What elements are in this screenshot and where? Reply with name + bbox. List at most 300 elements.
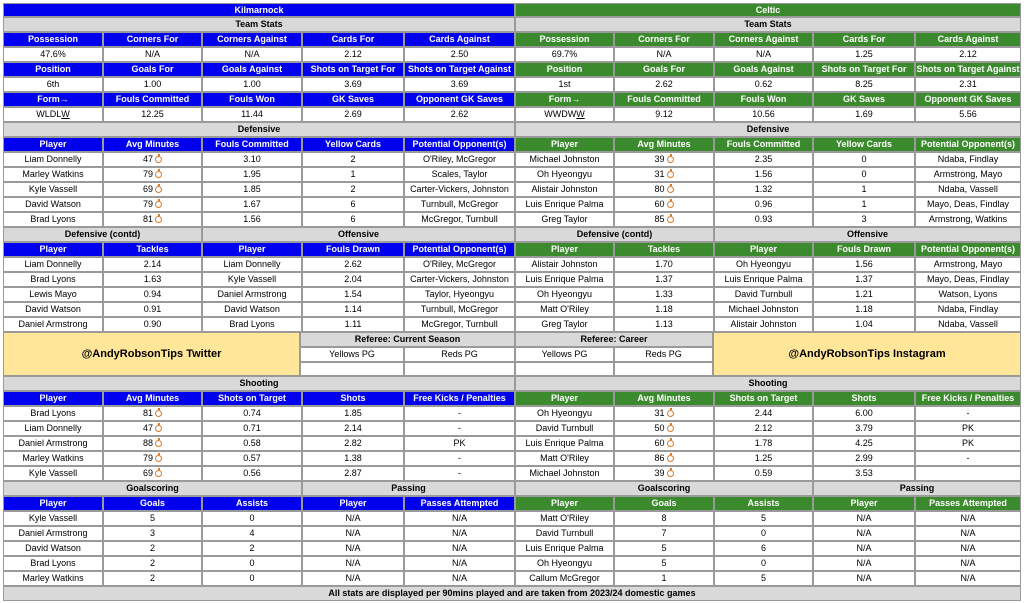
cel-team-header-2-col3-text: Shots on Target For bbox=[821, 64, 907, 74]
kil-defensive-row1-col3 bbox=[302, 167, 404, 182]
cel-shooting-title-text: Shooting bbox=[748, 378, 788, 388]
cel-team-header-1-col2-text: Corners Against bbox=[728, 34, 799, 44]
cel-offensive-row1-col2-text: Mayo, Deas, Findlay bbox=[926, 274, 1010, 284]
cel-shooting-row0-col1-text: 31 bbox=[654, 408, 665, 418]
cel-shooting-row3-col4-text: - bbox=[966, 453, 970, 463]
footer-note-text: All stats are displayed per 90mins played and are taken from 2023/24 domestic games bbox=[328, 588, 696, 598]
cel-form bbox=[515, 107, 614, 122]
kil-def-contd-title-text: Defensive (contd) bbox=[64, 229, 141, 239]
cel-team-value-3-col3-text: 1.69 bbox=[855, 109, 873, 119]
cel-team-header-3-col4-text: Opponent GK Saves bbox=[924, 94, 1012, 104]
cel-defensive-header-col1 bbox=[614, 137, 714, 152]
kil-offensive-row0-col0 bbox=[202, 257, 302, 272]
kil-passing-row2-col0 bbox=[302, 541, 404, 556]
kil-defensive-row3-col0-text: David Watson bbox=[25, 199, 81, 209]
cel-offensive-row0-col2-text: Armstrong, Mayo bbox=[933, 259, 1003, 269]
cel-shooting-row0-col3-text: 6.00 bbox=[855, 408, 873, 418]
cel-def-contd-row3-col0-text: Matt O'Riley bbox=[540, 304, 589, 314]
stopwatch-icon bbox=[667, 156, 674, 163]
cel-team-value-3-col2 bbox=[714, 107, 813, 122]
kil-defensive-row4-col3 bbox=[302, 212, 404, 227]
kil-shooting-row4-col3-text: 2.87 bbox=[344, 468, 362, 478]
cel-goalscoring-row2-col1 bbox=[614, 541, 714, 556]
cel-offensive-row1-col1-text: 1.37 bbox=[855, 274, 873, 284]
kil-shooting-row1-col1-text: 47 bbox=[142, 423, 153, 433]
cel-def-contd-header-col0 bbox=[515, 242, 614, 257]
kil-team-name-text: Kilmarnock bbox=[234, 4, 284, 15]
cel-passing-title bbox=[813, 481, 1021, 496]
cel-shooting-row3-col2-text: 1.25 bbox=[754, 453, 773, 463]
cel-defensive-row3-col0-text: Luis Enrique Palma bbox=[525, 199, 604, 209]
kil-defensive-row2-col2-text: 1.85 bbox=[243, 184, 261, 194]
kil-team-header-3-col3-text: GK Saves bbox=[331, 94, 375, 104]
cel-team-value-1-col4-text: 2.12 bbox=[959, 49, 977, 59]
kil-offensive-header-col2-text: Potential Opponent(s) bbox=[412, 244, 507, 254]
kil-shooting-row3-col4-text: - bbox=[458, 453, 461, 463]
cel-defensive-row1-col4 bbox=[915, 167, 1021, 182]
kil-passing-row2-col1-text: N/A bbox=[451, 543, 467, 553]
kil-form-latest: W bbox=[61, 109, 70, 119]
cel-defensive-row2-col3 bbox=[813, 182, 915, 197]
kil-defensive-row0-col4 bbox=[404, 152, 515, 167]
kil-team-header-3-col1 bbox=[103, 92, 202, 107]
referee-career-yellows-label bbox=[515, 347, 614, 362]
twitter-banner-text: @AndyRobsonTips Twitter bbox=[81, 347, 222, 360]
kil-shooting-row1-col4 bbox=[404, 421, 515, 436]
cel-team-header-1-col2 bbox=[714, 32, 813, 47]
kil-passing-row1-col0 bbox=[302, 526, 404, 541]
kil-shooting-row1-col2-text: 0.71 bbox=[243, 423, 261, 433]
cel-shooting-row3-col1 bbox=[614, 451, 714, 466]
cel-passing-row4-col1-text: N/A bbox=[960, 573, 976, 583]
kil-team-header-1-col2-text: Corners Against bbox=[217, 34, 287, 44]
cel-shooting-row2-col4-text: PK bbox=[961, 438, 974, 448]
kil-offensive-row2-col2-text: Taylor, Hyeongyu bbox=[424, 289, 495, 299]
cel-defensive-row0-col1-text: 39 bbox=[654, 154, 665, 164]
cel-def-contd-row1-col1 bbox=[614, 272, 714, 287]
kil-goalscoring-row1-col1 bbox=[103, 526, 202, 541]
kil-def-contd-row3-col1 bbox=[103, 302, 202, 317]
cel-team-header-1-col1 bbox=[614, 32, 714, 47]
cel-offensive-header-col1-text: Fouls Drawn bbox=[836, 244, 891, 254]
kil-offensive-row2-col2 bbox=[404, 287, 515, 302]
kil-def-contd-row0-col1-text: 2.14 bbox=[143, 259, 162, 269]
kil-team-value-2-col3-text: 3.69 bbox=[344, 79, 362, 89]
cel-team-value-3-col4 bbox=[915, 107, 1021, 122]
cel-goalscoring-row1-col0-text: David Turnbull bbox=[535, 528, 594, 538]
cel-goalscoring-row1-col0 bbox=[515, 526, 614, 541]
referee-current-title bbox=[300, 332, 515, 347]
cel-team-value-1-col1-text: N/A bbox=[656, 49, 672, 59]
cel-goalscoring-row1-col2-text: 0 bbox=[760, 528, 766, 538]
cel-team-stats-title-text: Team Stats bbox=[744, 19, 792, 29]
cel-defensive-row4-col4-text: Armstrong, Watkins bbox=[928, 214, 1008, 224]
cel-goalscoring-header-col1 bbox=[614, 496, 714, 511]
cel-def-contd-row2-col1 bbox=[614, 287, 714, 302]
cel-def-contd-row4-col0-text: Greg Taylor bbox=[541, 319, 588, 329]
cel-defensive-row0-col2-text: 2.35 bbox=[754, 154, 773, 164]
cel-def-contd-row0-col1 bbox=[614, 257, 714, 272]
kil-goalscoring-row3-col0-text: Brad Lyons bbox=[30, 558, 76, 568]
cel-shooting-row0-col2-text: 2.44 bbox=[754, 408, 773, 418]
cel-offensive-row0-col0 bbox=[714, 257, 813, 272]
cel-passing-row1-col1-text: N/A bbox=[960, 528, 976, 538]
instagram-banner bbox=[713, 332, 1021, 376]
stopwatch-icon bbox=[667, 440, 674, 447]
cel-goalscoring-row2-col1-text: 5 bbox=[661, 543, 667, 553]
cel-defensive-row1-col2-text: 1.56 bbox=[754, 169, 773, 179]
kil-shooting-row0-col4 bbox=[404, 406, 515, 421]
cel-team-header-3-col1 bbox=[614, 92, 714, 107]
kil-shooting-row3-col3 bbox=[302, 451, 404, 466]
cel-team-header-3-col3 bbox=[813, 92, 915, 107]
kil-offensive-row3-col0-text: David Watson bbox=[224, 304, 280, 314]
cel-shooting-row2-col3 bbox=[813, 436, 915, 451]
cel-team-header-3-col3-text: GK Saves bbox=[842, 94, 886, 104]
cel-shooting-row1-col4 bbox=[915, 421, 1021, 436]
cel-shooting-row3-col3 bbox=[813, 451, 915, 466]
cel-shooting-header-col3-text: Shots bbox=[851, 393, 877, 403]
kil-def-contd-row3-col1-text: 0.91 bbox=[143, 304, 162, 314]
cel-team-header-2-col0-text: Position bbox=[546, 64, 583, 74]
kil-offensive-row1-col1 bbox=[302, 272, 404, 287]
kil-shooting-row4-col0 bbox=[3, 466, 103, 481]
cel-goalscoring-row2-col0 bbox=[515, 541, 614, 556]
cel-team-header-2-col0 bbox=[515, 62, 614, 77]
kil-defensive-header-col2 bbox=[202, 137, 302, 152]
referee-career-title-text: Referee: Career bbox=[580, 334, 648, 344]
cel-passing-header-col1-text: Passes Attempted bbox=[929, 498, 1007, 508]
cel-defensive-row3-col4 bbox=[915, 197, 1021, 212]
cel-team-value-1-col0-text: 69.7% bbox=[551, 49, 578, 59]
cel-shooting-row1-col0-text: David Turnbull bbox=[535, 423, 594, 433]
kil-goalscoring-row4-col2 bbox=[202, 571, 302, 586]
kil-defensive-row1-col0-text: Marley Watkins bbox=[22, 169, 84, 179]
cel-offensive-row1-col2 bbox=[915, 272, 1021, 287]
cel-offensive-row0-col1-text: 1.56 bbox=[855, 259, 873, 269]
kil-team-header-2-col2-text: Goals Against bbox=[221, 64, 283, 74]
kil-team-value-2-col0-text: 6th bbox=[46, 79, 60, 89]
kil-team-header-2-col4-text: Shots on Target Against bbox=[407, 64, 511, 74]
cel-def-contd-row0-col0-text: Alistair Johnston bbox=[531, 259, 598, 269]
kil-team-header-2-col3-text: Shots on Target For bbox=[310, 64, 396, 74]
kil-def-contd-header-col0-text: Player bbox=[39, 244, 67, 254]
kil-goalscoring-row0-col1 bbox=[103, 511, 202, 526]
cel-defensive-row4-col1-text: 85 bbox=[654, 214, 665, 224]
kil-defensive-row1-col2 bbox=[202, 167, 302, 182]
kil-defensive-header-col3 bbox=[302, 137, 404, 152]
kil-passing-row0-col0 bbox=[302, 511, 404, 526]
cel-shooting-row1-col3 bbox=[813, 421, 915, 436]
cel-def-contd-row4-col1 bbox=[614, 317, 714, 332]
kil-goalscoring-header-col2 bbox=[202, 496, 302, 511]
kil-def-contd-row3-col0-text: David Watson bbox=[25, 304, 81, 314]
kil-shooting-row3-col0-text: Marley Watkins bbox=[22, 453, 84, 463]
cel-shooting-header-col2 bbox=[714, 391, 813, 406]
cel-defensive-header-col2 bbox=[714, 137, 813, 152]
cel-offensive-row4-col0 bbox=[714, 317, 813, 332]
kil-shooting-row1-col0 bbox=[3, 421, 103, 436]
kil-defensive-header-col2-text: Fouls Committed bbox=[215, 139, 289, 149]
kil-def-contd-row2-col0-text: Lewis Mayo bbox=[29, 289, 77, 299]
cel-defensive-row0-col3-text: 0 bbox=[861, 154, 867, 164]
kil-defensive-row3-col4-text: Turnbull, McGregor bbox=[420, 199, 499, 209]
cel-shooting-row4-col3-text: 3.53 bbox=[855, 468, 873, 478]
stopwatch-icon bbox=[155, 216, 162, 223]
kil-offensive-header-col0 bbox=[202, 242, 302, 257]
cel-defensive-row0-col1 bbox=[614, 152, 714, 167]
kil-team-header-2-col2 bbox=[202, 62, 302, 77]
cel-shooting-row4-col0 bbox=[515, 466, 614, 481]
cel-defensive-row4-col3 bbox=[813, 212, 915, 227]
kil-team-value-1-col1-text: N/A bbox=[144, 49, 160, 59]
kil-passing-header-col0-text: Player bbox=[339, 498, 367, 508]
cel-defensive-row2-col1-text: 80 bbox=[654, 184, 665, 194]
kil-defensive-row2-col1-text: 69 bbox=[142, 184, 153, 194]
kil-team-name bbox=[3, 3, 515, 17]
cel-team-value-2-col4-text: 2.31 bbox=[959, 79, 977, 89]
cel-shooting-row2-col3-text: 4.25 bbox=[855, 438, 873, 448]
cel-defensive-row1-col1-text: 31 bbox=[654, 169, 665, 179]
kil-shooting-row2-col3-text: 2.82 bbox=[344, 438, 362, 448]
cel-team-header-3-col1-text: Fouls Committed bbox=[627, 94, 701, 104]
cel-shooting-row3-col3-text: 2.99 bbox=[855, 453, 873, 463]
cel-goalscoring-row0-col1 bbox=[614, 511, 714, 526]
kil-defensive-row1-col1-text: 79 bbox=[142, 169, 153, 179]
cel-team-header-2-col4-text: Shots on Target Against bbox=[916, 64, 1020, 74]
cel-shooting-row4-col2 bbox=[714, 466, 813, 481]
cel-defensive-row3-col3 bbox=[813, 197, 915, 212]
kil-defensive-row1-col2-text: 1.95 bbox=[243, 169, 261, 179]
cel-shooting-header-col0-text: Player bbox=[550, 393, 579, 403]
kil-team-value-1-col3 bbox=[302, 47, 404, 62]
cel-offensive-row2-col2-text: Watson, Lyons bbox=[938, 289, 998, 299]
cel-offensive-title bbox=[714, 227, 1021, 242]
cel-defensive-header-col3 bbox=[813, 137, 915, 152]
cel-goalscoring-row3-col1 bbox=[614, 556, 714, 571]
cel-shooting-row2-col2 bbox=[714, 436, 813, 451]
kil-def-contd-row1-col1 bbox=[103, 272, 202, 287]
kil-defensive-row1-col4-text: Scales, Taylor bbox=[431, 169, 488, 179]
kil-defensive-header-col3-text: Yellow Cards bbox=[324, 139, 382, 149]
cel-defensive-row4-col1 bbox=[614, 212, 714, 227]
kil-offensive-row4-col0-text: Brad Lyons bbox=[229, 319, 275, 329]
referee-career-yellows-label-text: Yellows PG bbox=[541, 349, 588, 359]
kil-team-header-3-col2 bbox=[202, 92, 302, 107]
cel-team-header-1-col3-text: Cards For bbox=[842, 34, 886, 44]
cel-defensive-row1-col1 bbox=[614, 167, 714, 182]
cel-defensive-row3-col4-text: Mayo, Deas, Findlay bbox=[926, 199, 1010, 209]
kil-team-value-1-col1 bbox=[103, 47, 202, 62]
cel-team-value-1-col3-text: 1.25 bbox=[855, 49, 873, 59]
kil-goalscoring-row1-col0 bbox=[3, 526, 103, 541]
stopwatch-icon bbox=[155, 171, 162, 178]
kil-team-header-1-col0 bbox=[3, 32, 103, 47]
kil-team-value-3-col3 bbox=[302, 107, 404, 122]
stopwatch-icon bbox=[155, 425, 162, 432]
cel-goalscoring-row4-col0 bbox=[515, 571, 614, 586]
kil-form bbox=[3, 107, 103, 122]
cel-shooting-row1-col0 bbox=[515, 421, 614, 436]
cel-team-header-2-col3 bbox=[813, 62, 915, 77]
kil-defensive-header-col1-text: Avg Minutes bbox=[125, 139, 180, 149]
cel-team-value-2-col2 bbox=[714, 77, 813, 92]
kil-goalscoring-row4-col0-text: Marley Watkins bbox=[22, 573, 84, 583]
kil-team-stats-title bbox=[3, 17, 515, 32]
cel-offensive-header-col2-text: Potential Opponent(s) bbox=[921, 244, 1015, 254]
kil-shooting-row0-col1-text: 81 bbox=[142, 408, 153, 418]
cel-passing-row0-col1-text: N/A bbox=[960, 513, 976, 523]
kil-defensive-row3-col4 bbox=[404, 197, 515, 212]
cel-defensive-row2-col2-text: 1.32 bbox=[754, 184, 773, 194]
cel-defensive-row1-col3-text: 0 bbox=[861, 169, 867, 179]
cel-offensive-row3-col1 bbox=[813, 302, 915, 317]
cel-goalscoring-row3-col2-text: 0 bbox=[760, 558, 766, 568]
kil-defensive-title-text: Defensive bbox=[237, 124, 281, 134]
kil-def-contd-row2-col1-text: 0.94 bbox=[143, 289, 162, 299]
kil-team-header-2-col4 bbox=[404, 62, 515, 77]
kil-defensive-row4-col2 bbox=[202, 212, 302, 227]
cel-team-stats-title bbox=[515, 17, 1021, 32]
referee-career-reds-label bbox=[614, 347, 713, 362]
cel-team-value-2-col3-text: 8.25 bbox=[855, 79, 873, 89]
kil-def-contd-row1-col0-text: Brad Lyons bbox=[30, 274, 76, 284]
cel-shooting-row0-col0-text: Oh Hyeongyu bbox=[536, 408, 593, 418]
cel-offensive-row0-col2 bbox=[915, 257, 1021, 272]
kil-shooting-row3-col3-text: 1.38 bbox=[344, 453, 362, 463]
cel-shooting-row0-col0 bbox=[515, 406, 614, 421]
cel-def-contd-row0-col0 bbox=[515, 257, 614, 272]
cel-defensive-header-col1-text: Avg Minutes bbox=[637, 139, 691, 149]
kil-goalscoring-row3-col1-text: 2 bbox=[149, 558, 155, 568]
cel-def-contd-row4-col0 bbox=[515, 317, 614, 332]
cel-goalscoring-header-col0-text: Player bbox=[550, 498, 579, 508]
cel-defensive-row3-col2-text: 0.96 bbox=[754, 199, 773, 209]
kil-def-contd-row4-col0-text: Daniel Armstrong bbox=[18, 319, 88, 329]
cel-passing-row3-col0-text: N/A bbox=[856, 558, 872, 568]
kil-shooting-row1-col1 bbox=[103, 421, 202, 436]
kil-team-value-1-col0 bbox=[3, 47, 103, 62]
cel-offensive-header-col1 bbox=[813, 242, 915, 257]
cel-defensive-row1-col0-text: Oh Hyeongyu bbox=[536, 169, 593, 179]
kil-offensive-row0-col1-text: 2.62 bbox=[344, 259, 362, 269]
cel-shooting-row1-col1-text: 50 bbox=[654, 423, 665, 433]
cel-passing-row1-col1 bbox=[915, 526, 1021, 541]
referee-current-yellows-value bbox=[300, 362, 404, 376]
cel-defensive-row4-col0-text: Greg Taylor bbox=[541, 214, 588, 224]
kil-team-header-3-col0 bbox=[3, 92, 103, 107]
kil-defensive-row1-col0 bbox=[3, 167, 103, 182]
kil-goalscoring-row4-col1-text: 2 bbox=[149, 573, 155, 583]
kil-defensive-header-col0-text: Player bbox=[39, 139, 67, 149]
kil-shooting-row0-col3 bbox=[302, 406, 404, 421]
cel-goalscoring-row2-col2-text: 6 bbox=[760, 543, 766, 553]
cel-defensive-row4-col2-text: 0.93 bbox=[754, 214, 773, 224]
kil-passing-row3-col1 bbox=[404, 556, 515, 571]
stopwatch-icon bbox=[667, 425, 674, 432]
kil-defensive-row2-col2 bbox=[202, 182, 302, 197]
kil-defensive-row4-col3-text: 6 bbox=[350, 214, 356, 224]
cel-goalscoring-title bbox=[515, 481, 813, 496]
cel-shooting-row0-col4-text: - bbox=[966, 408, 970, 418]
kil-def-contd-header-col1 bbox=[103, 242, 202, 257]
referee-career-reds-label-text: Reds PG bbox=[645, 349, 682, 359]
cel-passing-row0-col1 bbox=[915, 511, 1021, 526]
cel-goalscoring-row1-col1 bbox=[614, 526, 714, 541]
kil-offensive-row4-col1 bbox=[302, 317, 404, 332]
kil-def-contd-title bbox=[3, 227, 202, 242]
kil-offensive-row3-col1-text: 1.14 bbox=[344, 304, 362, 314]
kil-offensive-row0-col1 bbox=[302, 257, 404, 272]
cel-offensive-title-text: Offensive bbox=[846, 229, 888, 239]
cel-passing-row0-col0-text: N/A bbox=[856, 513, 872, 523]
cel-team-name bbox=[515, 3, 1021, 17]
kil-shooting-row2-col2-text: 0.58 bbox=[243, 438, 261, 448]
kil-shooting-header-col3-text: Shots bbox=[340, 393, 366, 403]
stopwatch-icon bbox=[667, 470, 674, 477]
cel-team-value-1-col3 bbox=[813, 47, 915, 62]
kil-defensive-row3-col1 bbox=[103, 197, 202, 212]
cel-team-value-2-col4 bbox=[915, 77, 1021, 92]
cel-defensive-row1-col0 bbox=[515, 167, 614, 182]
stopwatch-icon bbox=[667, 410, 674, 417]
kil-shooting-header-col1-text: Avg Minutes bbox=[125, 393, 180, 403]
kil-goalscoring-row4-col2-text: 0 bbox=[249, 573, 255, 583]
cel-shooting-row4-col3 bbox=[813, 466, 915, 481]
cel-goalscoring-row1-col1-text: 7 bbox=[661, 528, 667, 538]
kil-team-header-2-col1 bbox=[103, 62, 202, 77]
kil-shooting-row4-col4-text: - bbox=[458, 468, 461, 478]
kil-defensive-row1-col3-text: 1 bbox=[350, 169, 356, 179]
cel-def-contd-row2-col0-text: Oh Hyeongyu bbox=[536, 289, 593, 299]
kil-defensive-row2-col3-text: 2 bbox=[350, 184, 356, 194]
cel-goalscoring-row3-col1-text: 5 bbox=[661, 558, 667, 568]
cel-defensive-row0-col2 bbox=[714, 152, 813, 167]
cel-team-header-3-col2-text: Fouls Won bbox=[740, 94, 787, 104]
cel-shooting-title bbox=[515, 376, 1021, 391]
cel-team-value-3-col4-text: 5.56 bbox=[959, 109, 977, 119]
kil-passing-header-col0 bbox=[302, 496, 404, 511]
kil-passing-title bbox=[302, 481, 515, 496]
cel-defensive-row3-col2 bbox=[714, 197, 813, 212]
kil-goalscoring-row1-col2 bbox=[202, 526, 302, 541]
cel-defensive-row3-col0 bbox=[515, 197, 614, 212]
cel-team-header-3-col0-text: Form→ bbox=[548, 94, 581, 104]
cel-defensive-row4-col0 bbox=[515, 212, 614, 227]
cel-shooting-header-col1-text: Avg Minutes bbox=[637, 393, 691, 403]
cel-goalscoring-row1-col2 bbox=[714, 526, 813, 541]
referee-current-yellows-label bbox=[300, 347, 404, 362]
kil-shooting-header-col1 bbox=[103, 391, 202, 406]
kil-defensive-row3-col3-text: 6 bbox=[350, 199, 356, 209]
cel-offensive-row3-col1-text: 1.18 bbox=[855, 304, 873, 314]
cel-defensive-row2-col0 bbox=[515, 182, 614, 197]
cel-def-contd-row4-col1-text: 1.13 bbox=[655, 319, 673, 329]
kil-passing-row3-col0-text: N/A bbox=[345, 558, 361, 568]
cel-goalscoring-row4-col1-text: 1 bbox=[661, 573, 667, 583]
cel-defensive-row2-col0-text: Alistair Johnston bbox=[531, 184, 598, 194]
cel-team-header-2-col1 bbox=[614, 62, 714, 77]
kil-goalscoring-header-col0-text: Player bbox=[39, 498, 67, 508]
kil-offensive-row2-col0 bbox=[202, 287, 302, 302]
kil-goalscoring-row0-col1-text: 5 bbox=[149, 513, 155, 523]
kil-defensive-row0-col0 bbox=[3, 152, 103, 167]
cel-team-value-1-col1 bbox=[614, 47, 714, 62]
kil-goalscoring-row2-col1 bbox=[103, 541, 202, 556]
stopwatch-icon bbox=[155, 470, 162, 477]
cel-team-header-1-col4 bbox=[915, 32, 1021, 47]
cel-team-header-3-col0 bbox=[515, 92, 614, 107]
